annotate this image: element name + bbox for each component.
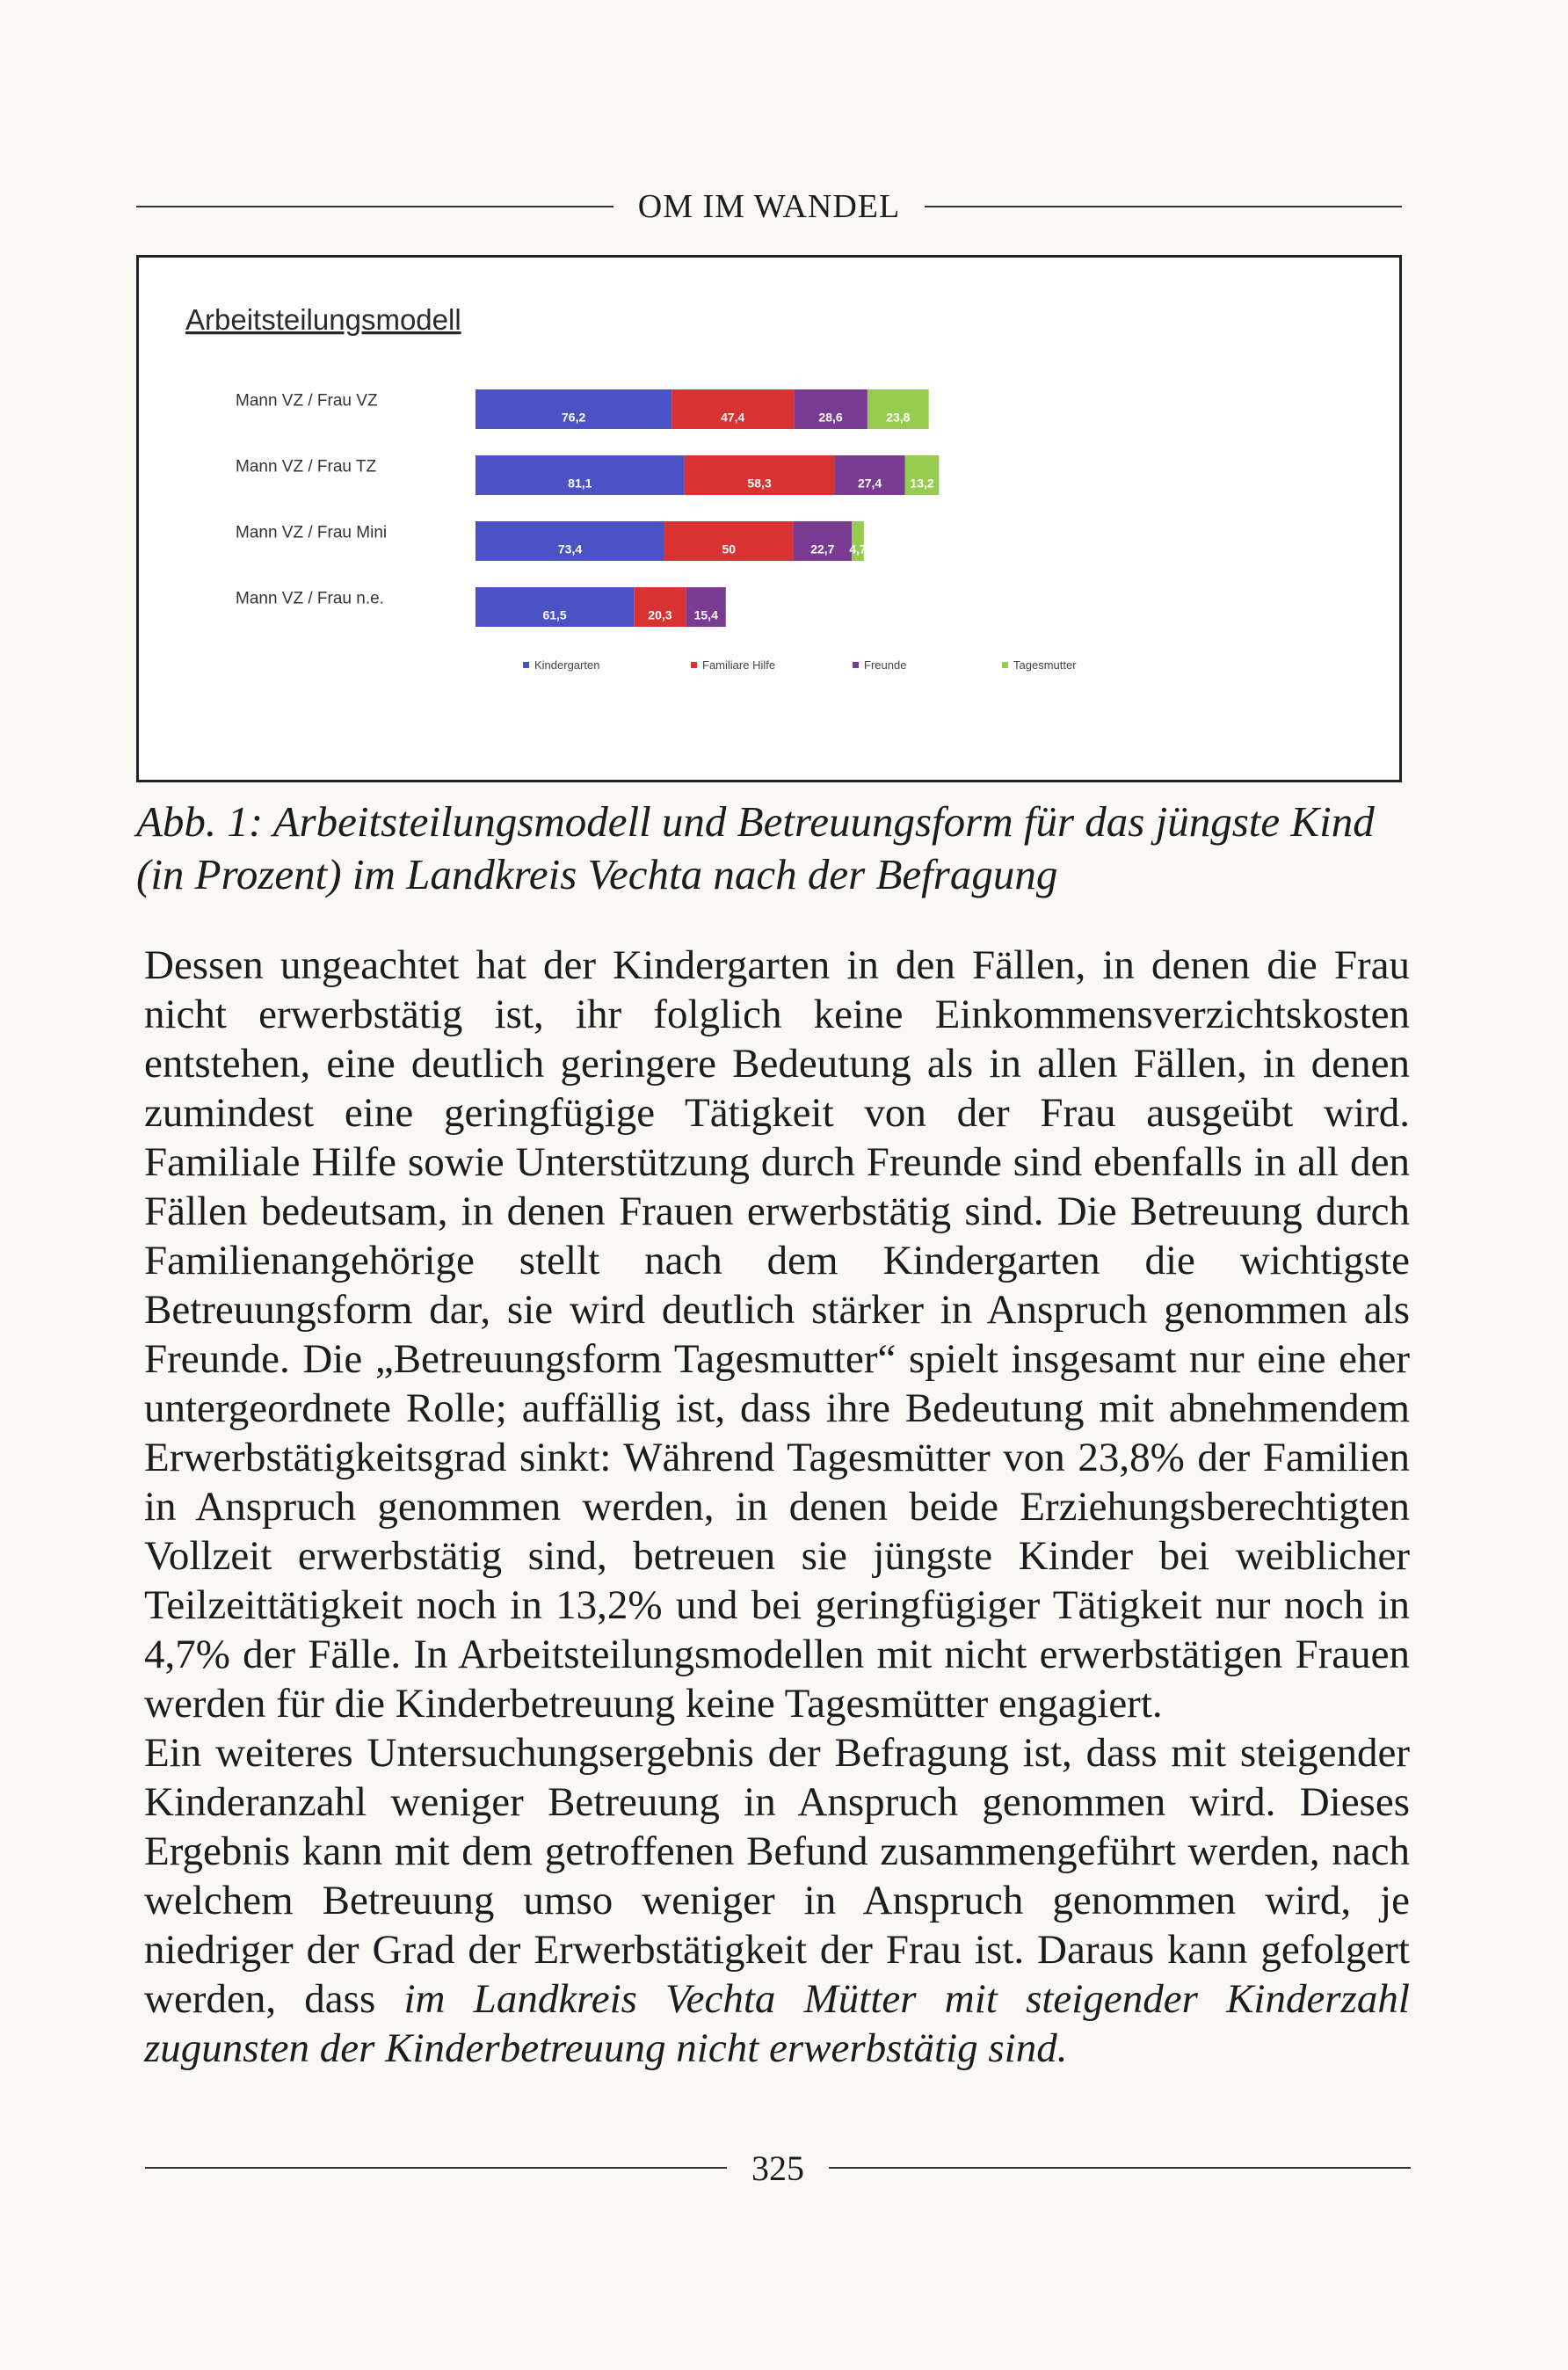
data-label: 50: [722, 542, 737, 556]
legend-swatch: [691, 662, 697, 668]
data-label: 47,4: [721, 410, 745, 425]
page-footer: [145, 2141, 1411, 2194]
category-label: Mann VZ / Frau Mini: [236, 523, 388, 542]
emphasis-text: im Landkreis Vechta Mütter mit steigender Kinderzahl zugunsten der Kinderbetreuung nicht erwerbstätig sind.: [144, 1976, 1410, 2071]
footer-rule-left: [145, 2167, 727, 2169]
data-label: 15,4: [693, 607, 718, 622]
data-label: 27,4: [857, 476, 882, 491]
body-paragraph: [144, 1728, 1410, 2073]
data-label: 20,3: [648, 607, 672, 622]
figure-caption: Abb. 1: Arbeitsteilungsmodell und Betreuungsform für das jüngste Kind (in Prozent) im Landkreis Vechta nach der Befragung: [136, 797, 1375, 898]
header-rule-left: [136, 206, 613, 207]
footer-rule-right: [829, 2167, 1411, 2169]
running-head: [136, 185, 1402, 229]
data-label: 76,2: [562, 410, 586, 425]
paragraph-text: Ein weiteres Untersuchungsergebnis der Befragung ist, dass mit steigender Kinderanzahl weniger Betreuung in Anspruch genommen wird. Dieses Ergebnis kann mit dem getroffenen Befund zusammengeführt werden, nach welchem Betreuung umso weniger in Anspruch genommen wird, je niedriger der Grad der Erwerbstätigkeit der Frau ist. Daraus kann gefolgert werden, dass: [144, 1730, 1410, 2022]
chart-title: Arbeitsteilungsmodell: [185, 303, 461, 336]
data-label: 13,2: [910, 476, 934, 491]
legend-label: Tagesmutter: [1013, 658, 1077, 672]
legend-swatch: [1002, 662, 1008, 668]
category-label: Mann VZ / Frau n.e.: [236, 589, 384, 608]
data-label: 28,6: [818, 410, 843, 425]
category-label: Mann VZ / Frau TZ: [236, 457, 377, 476]
legend-swatch: [853, 662, 859, 668]
data-label: 61,5: [542, 607, 567, 622]
data-label: 23,8: [886, 410, 911, 425]
legend-label: Freunde: [864, 658, 907, 672]
body-paragraph: [144, 941, 1410, 1728]
legend-swatch: [523, 662, 529, 668]
data-label: 58,3: [747, 476, 772, 491]
data-label: 73,4: [557, 542, 583, 556]
stacked-bar-chart: [139, 258, 1399, 780]
page-number: 325: [751, 2148, 804, 2188]
paragraph-text: Dessen ungeachtet hat der Kindergarten in den Fällen, in denen die Frau nicht erwerbstätig ist, ihr folglich keine Einkommensverzichtskosten entstehen, eine deutlich geringere Bedeutung als in allen Fällen, in denen zumindest eine geringfügige Tätigkeit von der Frau ausgeübt wird. Familiale Hilfe sowie Unterstützung durch Freunde sind ebenfalls in all den Fällen bedeutsam, in denen Frauen erwerbstätig sind. Die Betreuung durch Familienangehörige stellt nach dem Kindergarten die wichtigste Betreuungsform dar, sie wird deutlich stärker in Anspruch genommen als Freunde. Die „Betreuungsform Tagesmutter“ spielt insgesamt nur eine eher untergeordnete Rolle; auffällig ist, dass ihre Bedeutung mit abnehmendem Erwerbstätigkeitsgrad sinkt: Während Tagesmütter von 23,8% der Familien in Anspruch genommen werden, in denen beide Erziehungsberechtigten Vollzeit erwerbstätig sind, betreuen sie jüngste Kinder bei weiblicher Teilzeittätigkeit noch in 13,2% und bei geringfügiger Tätigkeit nur noch in 4,7% der Fälle. In Arbeitsteilungsmodellen mit nicht erwerbstätigen Frauen werden für die Kinderbetreuung keine Tagesmütter engagiert.: [144, 942, 1410, 1727]
data-label: 22,7: [810, 542, 835, 556]
header-rule-right: [925, 206, 1402, 207]
legend-label: Familiare Hilfe: [702, 658, 776, 672]
figure-frame: [136, 255, 1402, 782]
running-head-text: OM IM WANDEL: [637, 188, 901, 225]
category-label: Mann VZ / Frau VZ: [236, 391, 378, 411]
legend-label: Kindergarten: [534, 658, 600, 672]
data-label: 81,1: [568, 476, 592, 491]
data-label: 4,7: [849, 542, 867, 556]
body-text: [144, 941, 1410, 2073]
